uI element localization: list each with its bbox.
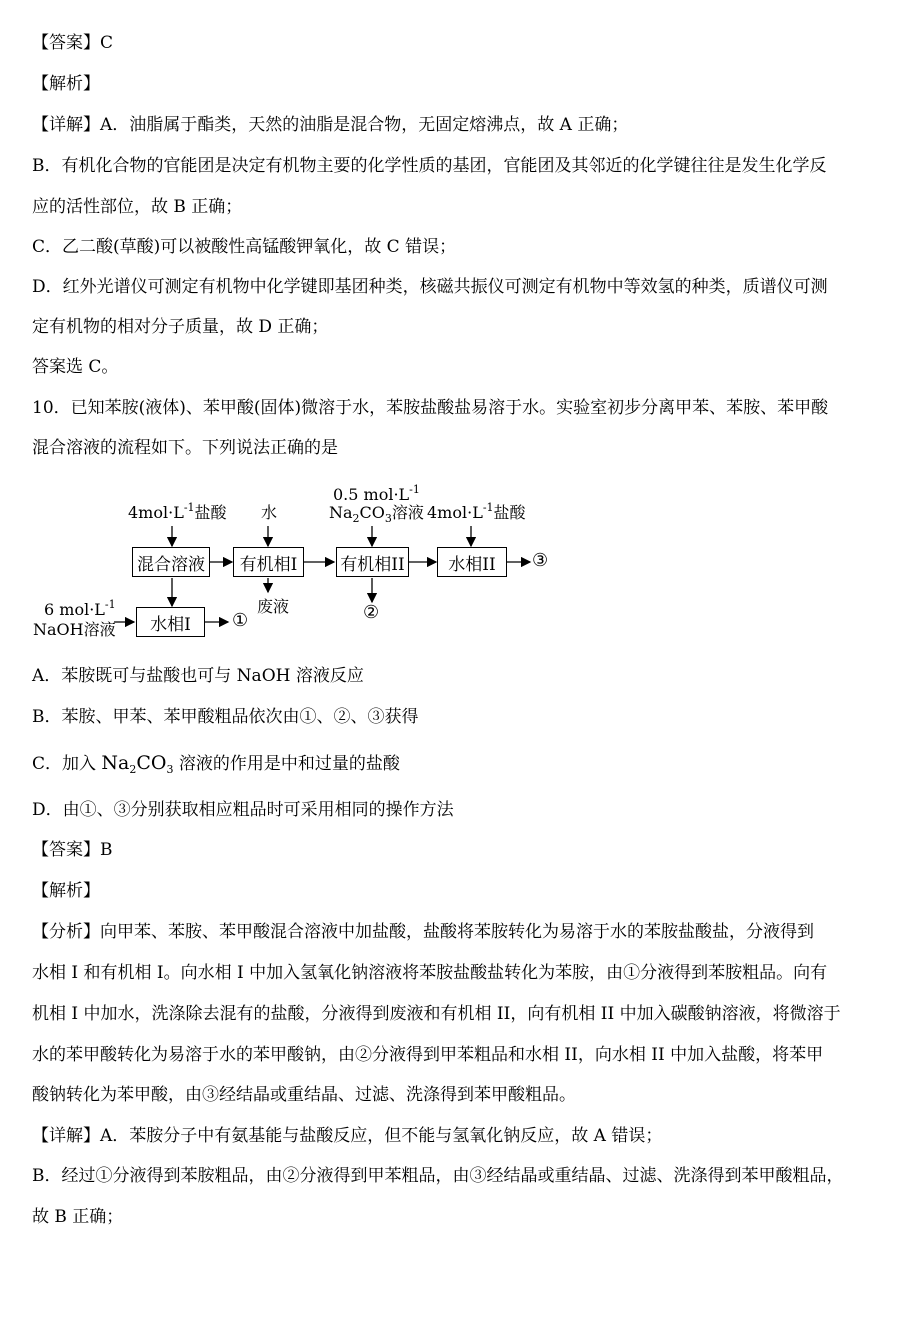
q9-conclusion: 答案选 C。 xyxy=(32,357,119,377)
reagent-naoh-concentration: 6 $mol\cdot L^{-1}$ xyxy=(44,598,116,619)
product-3-marker: ③ xyxy=(532,550,549,571)
waste-liquid-label: 废液 xyxy=(257,597,290,616)
reagent-naoh-solution: NaOH溶液 xyxy=(33,620,116,639)
q9-detail-a: 【详解】A．油脂属于酯类，天然的油脂是混合物，无固定熔沸点，故 A 正确； xyxy=(32,115,629,135)
q10-option-c: C．加入 $Na_2CO_3$ 溶液的作用是中和过量的盐酸 xyxy=(32,752,400,776)
q9-detail-d-line1: D．红外光谱仪可测定有机物中化学键即基团种类，核磁共振仪可测定有机物中等效氢的种类，质谱仪可测 xyxy=(32,277,828,297)
q10-analysis-label: 【解析】 xyxy=(32,881,100,901)
product-1-marker: ① xyxy=(232,610,249,631)
product-2-marker: ② xyxy=(363,602,380,623)
box-organic-phase-2: 有机相II xyxy=(336,547,409,577)
q10-analysis-line5: 酸钠转化为苯甲酸，由③经结晶或重结晶、过滤、洗涤得到苯甲酸粗品。 xyxy=(32,1085,576,1105)
box-aqueous-phase-1: 水相I xyxy=(136,607,205,637)
reagent-hcl-2: $4mol\cdot L^{-1}$盐酸 xyxy=(427,501,526,522)
q10-detail-a: 【详解】A．苯胺分子中有氨基能与盐酸反应，但不能与氢氧化钠反应，故 A 错误； xyxy=(32,1126,663,1146)
q9-detail-d-line2: 定有机物的相对分子质量，故 D 正确； xyxy=(32,317,329,337)
q9-analysis-label: 【解析】 xyxy=(32,74,100,94)
q10-option-b: B．苯胺、甲苯、苯甲酸粗品依次由①、②、③获得 xyxy=(32,707,419,727)
q10-answer: 【答案】B xyxy=(32,840,113,860)
q10-stem-line2: 混合溶液的流程如下。下列说法正确的是 xyxy=(32,438,338,458)
q10-option-d: D．由①、③分别获取相应粗品时可采用相同的操作方法 xyxy=(32,800,454,820)
box-mixed-solution: 混合溶液 xyxy=(132,547,210,577)
q9-answer: 【答案】C xyxy=(32,33,114,53)
reagent-na2co3-concentration: 0.5 $mol\cdot L^{-1}$ xyxy=(333,483,420,504)
q10-detail-b-line2: 故 B 正确； xyxy=(32,1207,124,1227)
q9-detail-b-line1: B．有机化合物的官能团是决定有机物主要的化学性质的基团，官能团及其邻近的化学键往往是发生化学反 xyxy=(32,156,827,176)
separation-flowchart xyxy=(0,480,900,650)
reagent-water: 水 xyxy=(261,503,278,522)
q10-analysis-line4: 水的苯甲酸转化为易溶于水的苯甲酸钠，由②分液得到甲苯粗品和水相 II，向水相 II 中加入盐酸，将苯甲 xyxy=(32,1045,824,1065)
q10-analysis-line2: 水相 I 和有机相 I。向水相 I 中加入氢氧化钠溶液将苯胺盐酸盐转化为苯胺，由①分液得到苯胺粗品。向有 xyxy=(32,963,828,983)
box-organic-phase-1: 有机相I xyxy=(233,547,304,577)
reagent-na2co3-solution: $Na_2CO_3$溶液 xyxy=(329,503,424,525)
reagent-hcl-1: $4mol\cdot L^{-1}$盐酸 xyxy=(128,501,227,522)
q10-analysis-line1: 【分析】向甲苯、苯胺、苯甲酸混合溶液中加盐酸，盐酸将苯胺转化为易溶于水的苯胺盐酸盐，分液得到 xyxy=(32,922,814,942)
box-aqueous-phase-2: 水相II xyxy=(437,547,507,577)
q9-detail-c: C．乙二酸(草酸)可以被酸性高锰酸钾氧化，故 C 错误； xyxy=(32,237,457,257)
q10-stem-line1: 10．已知苯胺(液体)、苯甲酸(固体)微溶于水，苯胺盐酸盐易溶于水。实验室初步分离甲苯、苯胺、苯甲酸 xyxy=(32,398,829,418)
q9-detail-b-line2: 应的活性部位，故 B 正确； xyxy=(32,197,243,217)
q10-detail-b-line1: B．经过①分液得到苯胺粗品，由②分液得到甲苯粗品，由③经结晶或重结晶、过滤、洗涤得到苯甲酸粗品， xyxy=(32,1166,844,1186)
q10-option-a: A．苯胺既可与盐酸也可与 NaOH 溶液反应 xyxy=(32,666,364,686)
q10-analysis-line3: 机相 I 中加水，洗涤除去混有的盐酸，分液得到废液和有机相 II，向有机相 II 中加入碳酸钠溶液，将微溶于 xyxy=(32,1004,841,1024)
